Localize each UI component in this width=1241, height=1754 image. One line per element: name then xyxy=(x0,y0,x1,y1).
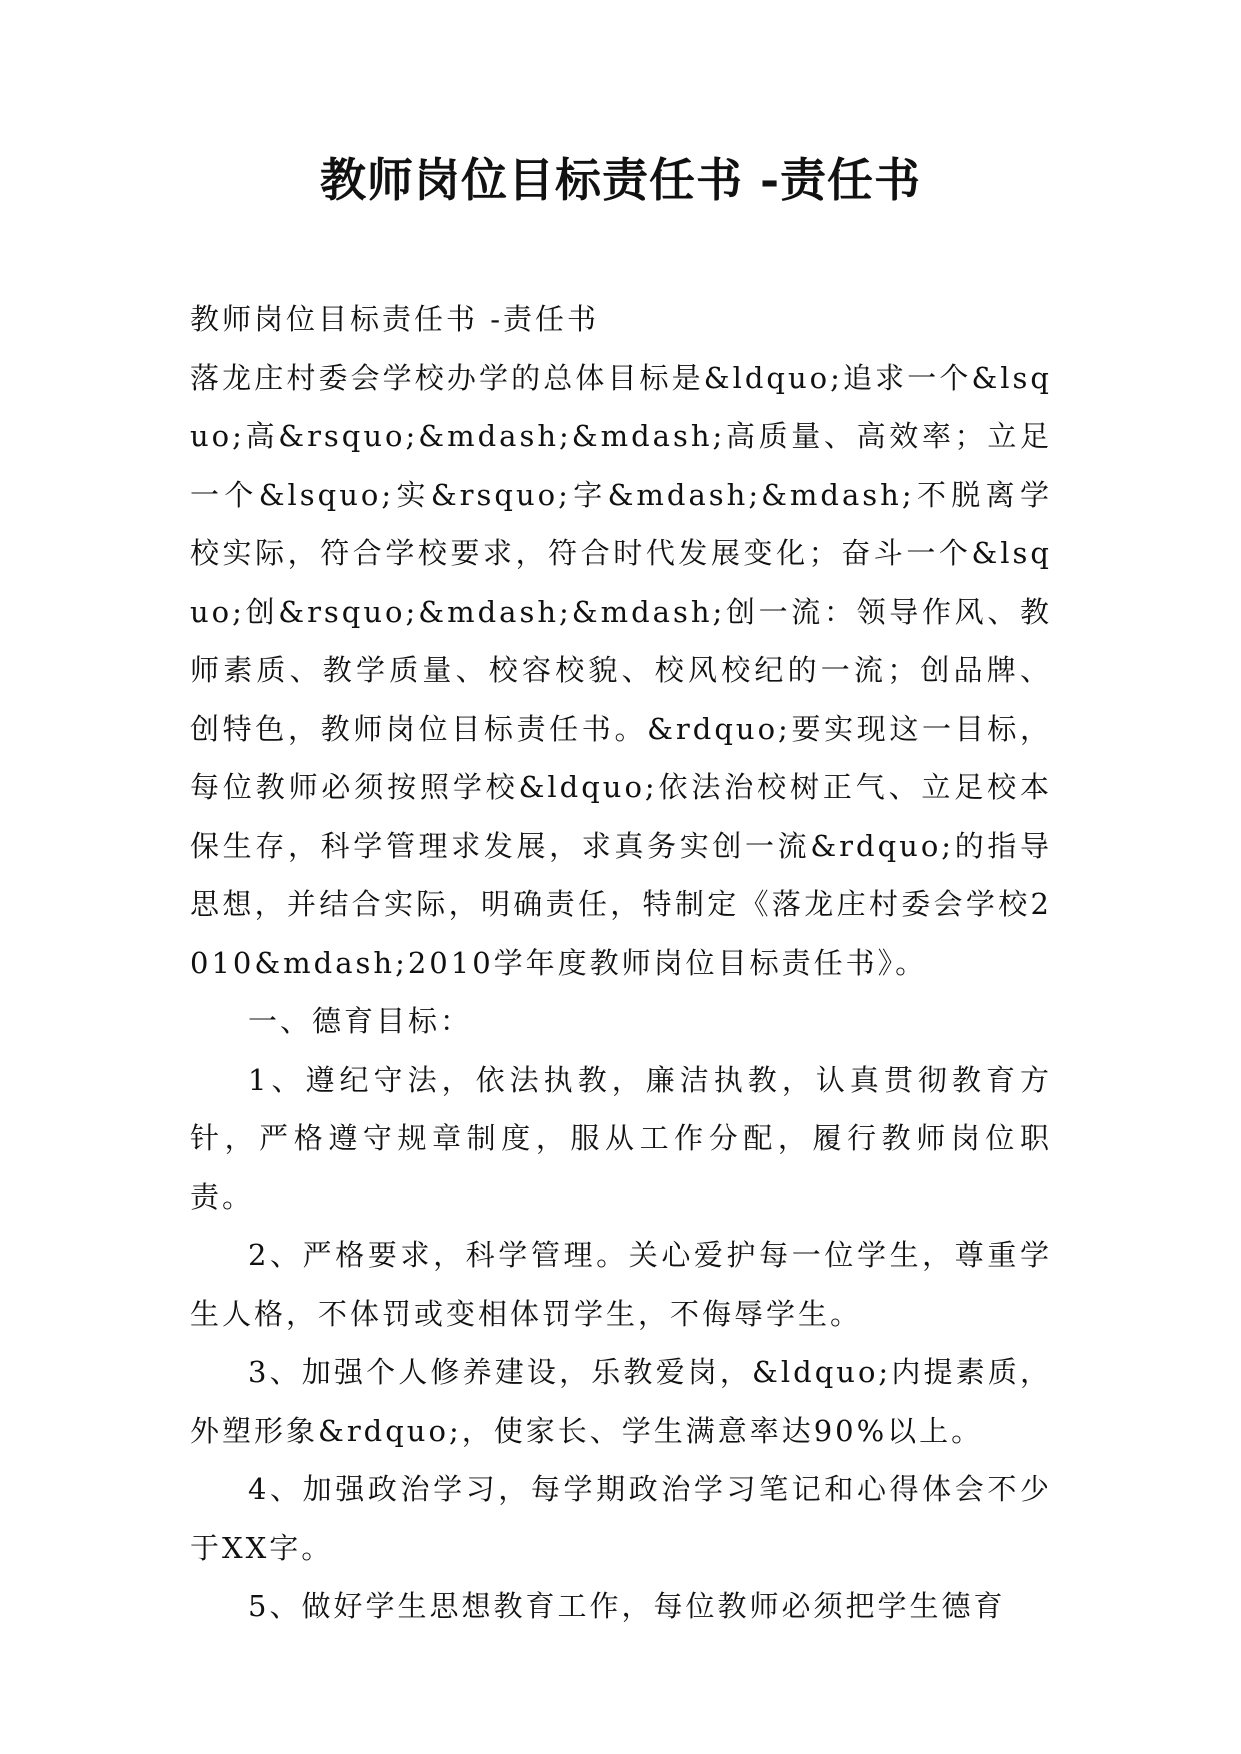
goal-item-5: 5、做好学生思想教育工作，每位教师必须把学生德育 xyxy=(248,1589,1006,1623)
document-body xyxy=(190,290,1052,1636)
intro-paragraph: 落龙庄村委会学校办学的总体目标是&ldquo;追求一个&lsquo;高&rsquo;&mdash;&mdash;高质量、高效率；立足一个&lsquo;实&rsquo;字&mdash;&mdash;不脱离学校实际，符合学校要求，符合时代发展变化；奋斗一个&lsquo;创&rsquo;&mdash;&mdash;创一流：领导作风、教师素质、教学质量、校容校貌、校风校纪的一流；创品牌、创特色，教师岗位目标责任书。&rdquo;要实现这一目标，每位教师必须按照学校&ldquo;依法治校树正气、立足校本保生存，科学管理求发展，求真务实创一流&rdquo;的指导思想，并结合实际，明确责任，特制定《落龙庄村委会学校2010&mdash;2010学年度教师岗位目标责任书》。 xyxy=(190,360,1052,980)
document-title: 教师岗位目标责任书 -责任书 xyxy=(319,153,922,207)
goal-item-1: 1、遵纪守法，依法执教，廉洁执教，认真贯彻教育方针，严格遵守规章制度，服从工作分配，履行教师岗位职责。 xyxy=(190,1062,1052,1214)
section-heading-moral-goals: 一、德育目标： xyxy=(248,1004,473,1038)
goal-item-3: 3、加强个人修养建设，乐教爱岗，&ldquo;内提素质，外塑形象&rdquo;，使家长、学生满意率达90%以上。 xyxy=(190,1355,1052,1448)
goal-item-4: 4、加强政治学习，每学期政治学习笔记和心得体会不少于XX字。 xyxy=(190,1472,1052,1565)
goal-item-2: 2、严格要求，科学管理。关心爱护每一位学生，尊重学生人格，不体罚或变相体罚学生，不侮辱学生。 xyxy=(190,1238,1052,1331)
document-subtitle: 教师岗位目标责任书 -责任书 xyxy=(190,302,600,336)
